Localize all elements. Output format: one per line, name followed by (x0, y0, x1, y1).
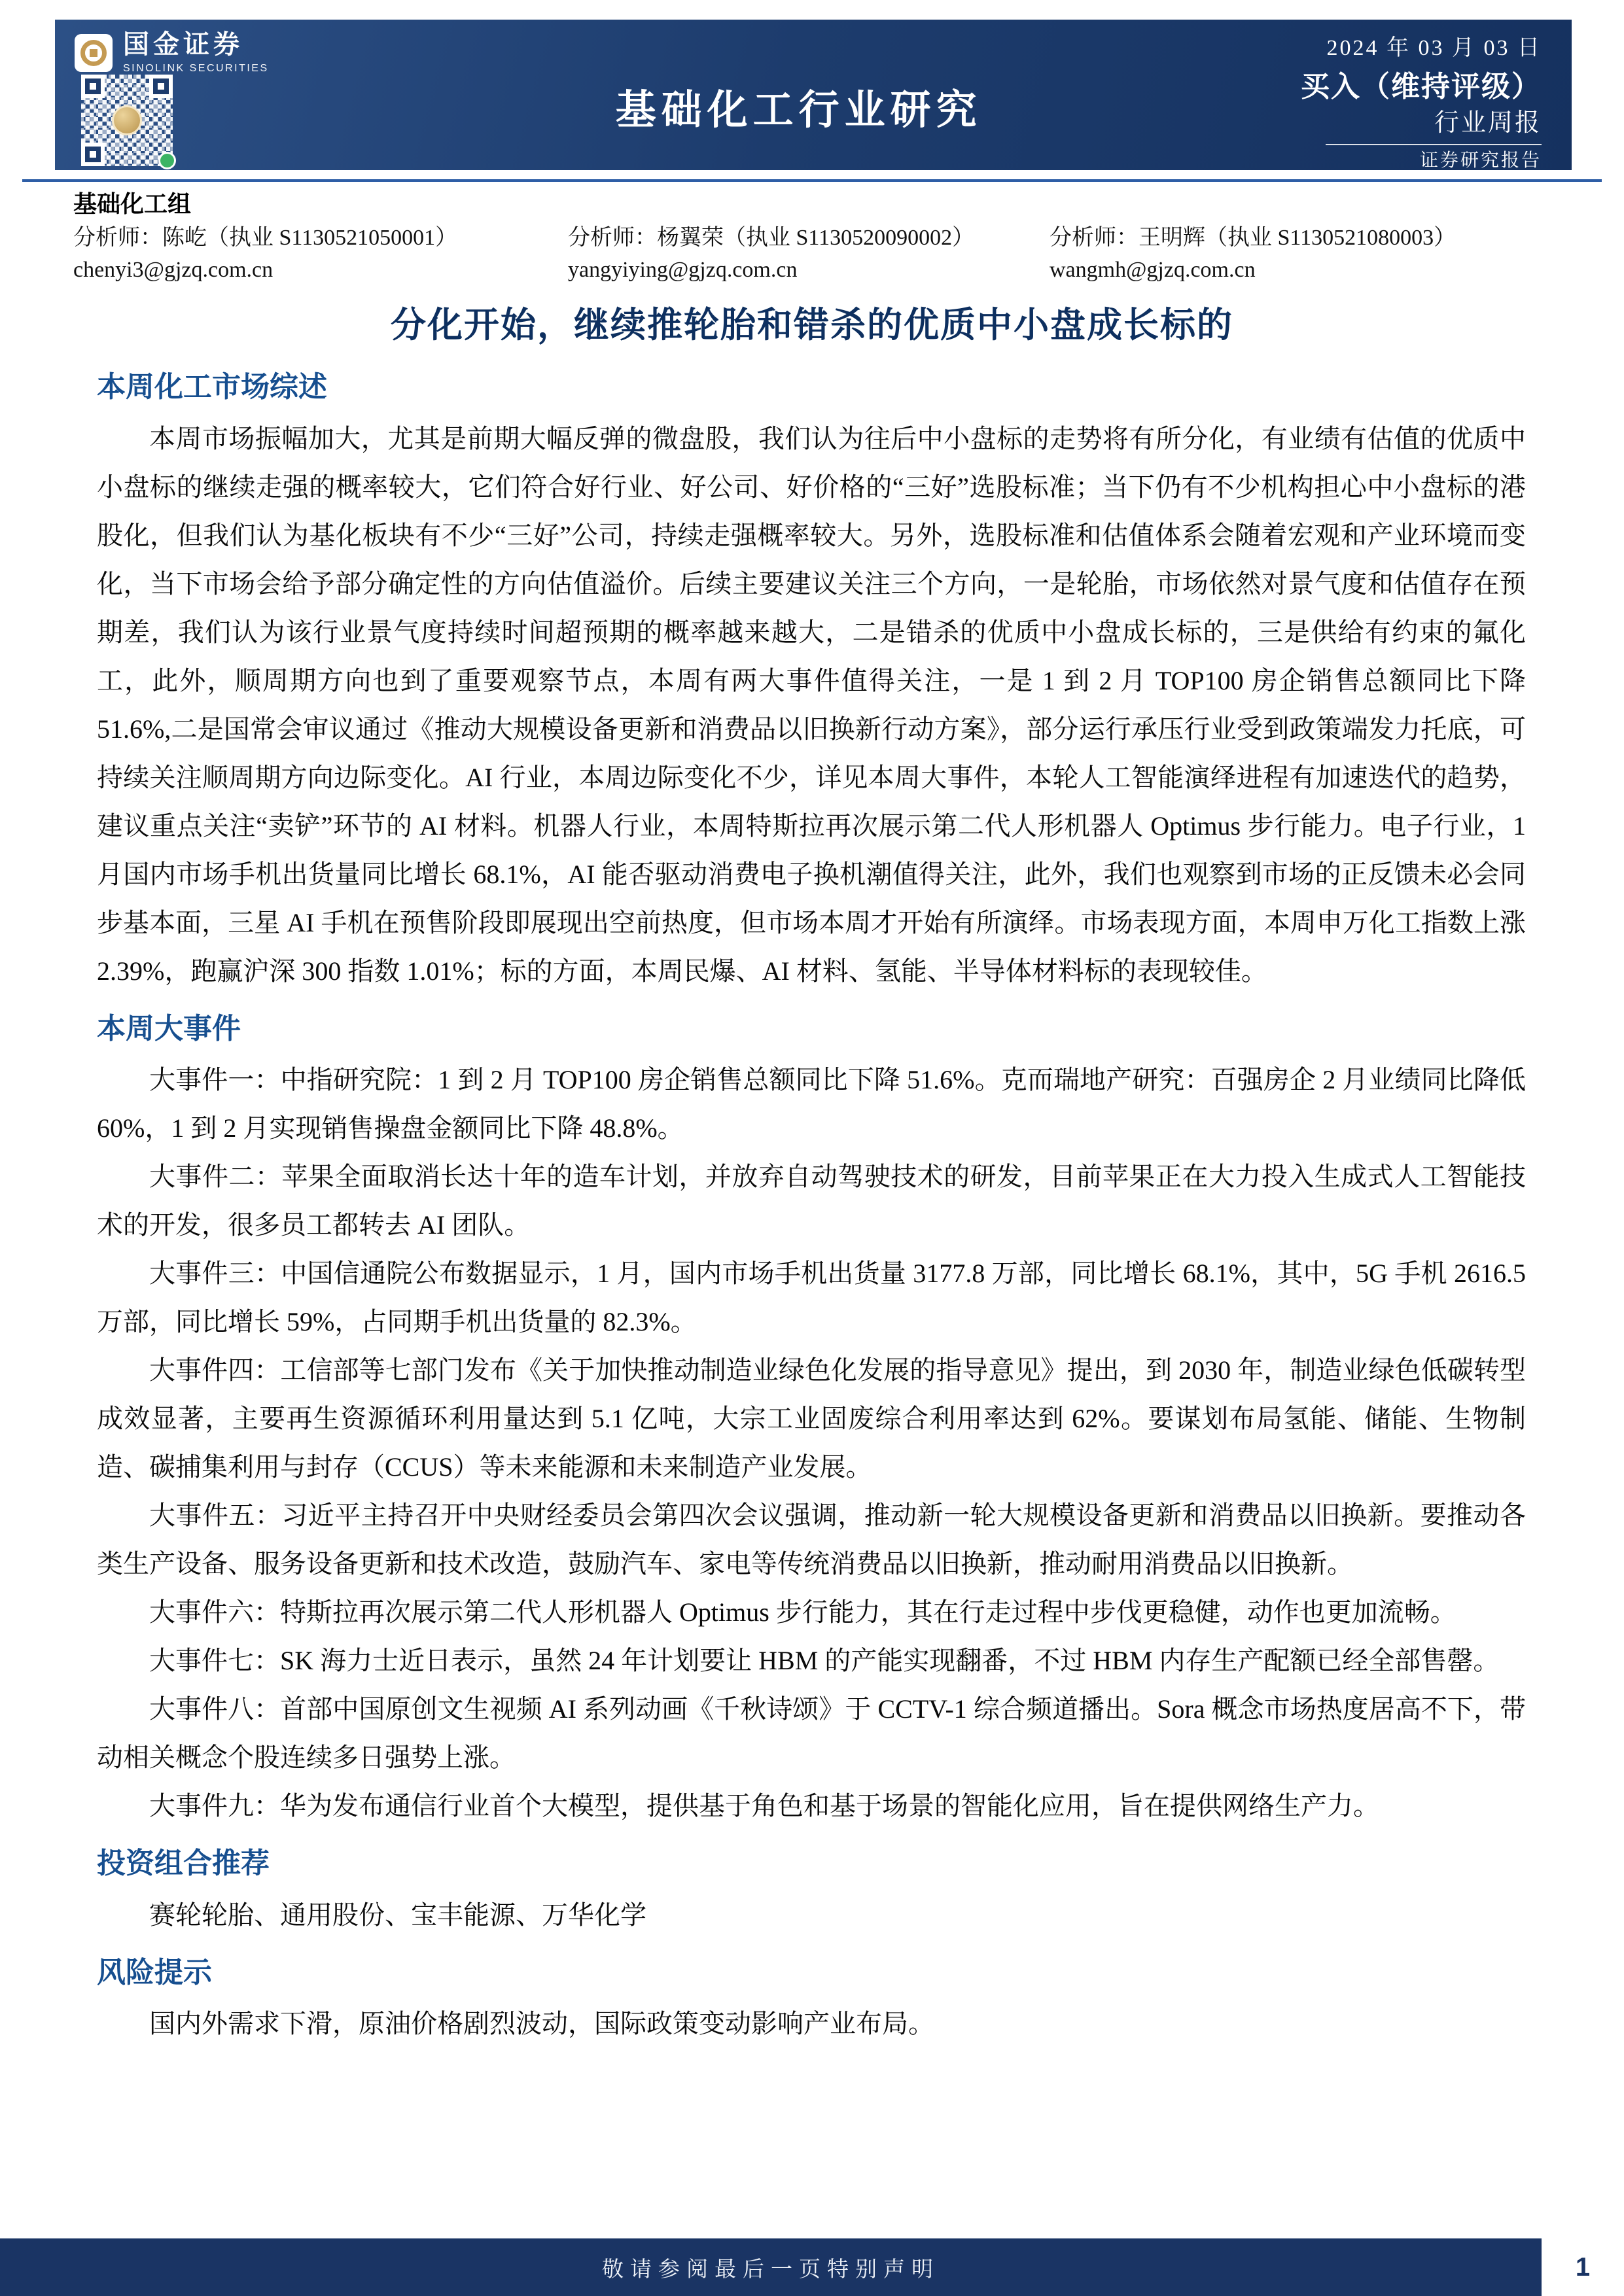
market-review-paragraph: 本周市场振幅加大，尤其是前期大幅反弹的微盘股，我们认为往后中小盘标的走势将有所分化，有业绩有估值的优质中小盘标的继续走强的概率较大，它们符合好行业、好公司、好价格的“三好”选股标准；当下仍有不少机构担心中小盘标的港股化，但我们认为基化板块有不少“三好”公司，持续走强概率较大。另外，选股标准和估值体系会随着宏观和产业环境而变化，当下市场会给予部分确定性的方向估值溢价。后续主要建议关注三个方向，一是轮胎，市场依然对景气度和估值存在预期差，我们认为该行业景气度持续时间超预期的概率越来越大，二是错杀的优质中小盘成长标的，三是供给有约束的氟化工，此外，顺周期方向也到了重要观察节点，本周有两大事件值得关注，一是 1 到 2 月 TOP100 房企销售总额同比下降 51.6%,二是国常会审议通过《推动大规模设备更新和消费品以旧换新行动方案》，部分运行承压行业受到政策端发力托底，可持续关注顺周期方向边际变化。AI 行业，本周边际变化不少，详见本周大事件，本轮人工智能演绎进程有加速迭代的趋势，建议重点关注“卖铲”环节的 AI 材料。机器人行业，本周特斯拉再次展示第二代人形机器人 Optimus 步行能力。电子行业，1 月国内市场手机出货量同比增长 68.1%，AI 能否驱动消费电子换机潮值得关注，此外，我们也观察到市场的正反馈未必会同步基本面，三星 AI 手机在预售阶段即展现出空前热度，但市场本周才开始有所演绎。市场表现方面，本周申万化工指数上涨 2.39%，跑赢沪深 300 指数 1.01%；标的方面，本周民爆、AI 材料、氢能、半导体材料标的表现较佳。 (97, 423, 1526, 986)
section-rule (22, 179, 1602, 182)
event-paragraph: 大事件八：首部中国原创文生视频 AI 系列动画《千秋诗颂》于 CCTV-1 综合频道播出。Sora 概念市场热度居高不下，带动相关概念个股连续多日强势上涨。 (97, 1694, 1526, 1773)
sinolink-emblem-icon (75, 34, 113, 72)
section-heading: 本周化工市场综述 (97, 370, 327, 403)
section-portfolio (97, 1847, 1526, 1939)
page-title: 分化开始，继续推轮胎和错杀的优质中小盘成长标的 (391, 305, 1233, 345)
qr-finder-icon (149, 75, 173, 98)
section-heading: 投资组合推荐 (97, 1847, 270, 1880)
brand-logo (75, 31, 269, 74)
event-paragraph: 大事件九：华为发布通信行业首个大模型，提供基于角色和基于场景的智能化应用，旨在提供网络生产力。 (149, 1791, 1379, 1821)
doc-type-label: 证券研究报告 (1419, 150, 1542, 171)
analysts-block (73, 191, 1551, 283)
brand-name-cn: 国金证券 (123, 30, 243, 59)
qr-center-badge-icon (112, 105, 142, 135)
analyst-item (1050, 225, 1456, 283)
analyst-label: 分析师：陈屹（执业 S1130521050001） (73, 225, 458, 250)
section-risk (97, 1957, 1526, 2049)
qr-finder-icon (81, 75, 105, 98)
report-series-title: 基础化工行业研究 (615, 88, 982, 133)
qr-code (81, 75, 173, 166)
report-header (55, 20, 1572, 170)
event-paragraph: 大事件四：工信部等七部门发布《关于加快推动制造业绿色化发展的指导意见》提出，到 2030 年，制造业绿色低碳转型成效显著，主要再生资源循环利用量达到 5.1 亿吨，大宗工业固废综合利用率达到 62%。要谋划布局氢能、储能、生物制造、碳捕集利用与封存（CCUS）等未来能源和未来制造产业发展。 (97, 1355, 1526, 1482)
header-divider-line (1326, 144, 1542, 145)
event-paragraph: 大事件五：习近平主持召开中央财经委员会第四次会议强调，推动新一轮大规模设备更新和消费品以旧换新。要推动各类生产设备、服务设备更新和技术改造，鼓励汽车、家电等传统消费品以旧换新，推动耐用消费品以旧换新。 (97, 1501, 1526, 1579)
brand-text (123, 31, 269, 74)
analyst-email: chenyi3@gjzq.com.cn (73, 257, 274, 282)
section-market-review (97, 371, 1526, 996)
event-paragraph: 大事件七：SK 海力士近日表示，虽然 24 年计划要让 HBM 的产能实现翻番，不过 HBM 内存生产配额已经全部售罄。 (149, 1646, 1500, 1676)
report-type: 行业周报 (1434, 109, 1542, 137)
event-paragraph: 大事件一：中指研究院：1 到 2 月 TOP100 房企销售总额同比下降 51.6%。克而瑞地产研究：百强房企 2 月业绩同比降低 60%，1 到 2 月实现销售操盘金额同比下降 48.8%。 (97, 1065, 1526, 1143)
wechat-icon (158, 152, 176, 169)
header-meta (1301, 35, 1542, 171)
event-paragraph: 大事件六：特斯拉再次展示第二代人形机器人 Optimus 步行能力，其在行走过程中步伐更稳健，动作也更加流畅。 (149, 1597, 1456, 1627)
analyst-item (568, 225, 1050, 283)
qr-finder-icon (81, 143, 105, 166)
footer-disclaimer-bar (0, 2238, 1542, 2296)
event-paragraph: 大事件二：苹果全面取消长达十年的造车计划，并放弃自动驾驶技术的研发，目前苹果正在大力投入生成式人工智能技术的开发，很多员工都转去 AI 团队。 (97, 1162, 1526, 1240)
section-heading: 本周大事件 (97, 1012, 241, 1045)
analyst-group-title: 基础化工组 (73, 190, 192, 217)
report-date: 2024 年 03 月 03 日 (1326, 36, 1542, 60)
event-paragraph: 大事件三：中国信通院公布数据显示，1 月，国内市场手机出货量 3177.8 万部，同比增长 68.1%，其中，5G 手机 2616.5 万部，同比增长 59%，占同期手机出货量的 82.3%。 (97, 1259, 1526, 1337)
analyst-label: 分析师：杨翼荣（执业 S1130520090002） (568, 225, 975, 250)
rating-badge: 买入（维持评级） (1301, 71, 1542, 103)
page-footer (0, 2238, 1624, 2296)
page-number: 1 (1542, 2238, 1624, 2296)
section-weekly-events (97, 1013, 1526, 1831)
analyst-email: wangmh@gjzq.com.cn (1050, 257, 1256, 282)
risk-text: 国内外需求下滑，原油价格剧烈波动，国际政策变动影响产业布局。 (149, 2009, 934, 2039)
analyst-row (73, 225, 1551, 283)
brand-name-en: SINOLINK SECURITIES (123, 63, 269, 74)
analyst-email: yangyiying@gjzq.com.cn (568, 257, 798, 282)
analyst-item (73, 225, 568, 283)
footer-disclaimer: 敬请参阅最后一页特别声明 (602, 2257, 940, 2282)
analyst-label: 分析师：王明辉（执业 S1130521080003） (1050, 225, 1456, 250)
report-body (97, 371, 1526, 2048)
portfolio-text: 赛轮轮胎、通用股份、宝丰能源、万华化学 (149, 1900, 646, 1930)
section-heading: 风险提示 (97, 1956, 212, 1989)
